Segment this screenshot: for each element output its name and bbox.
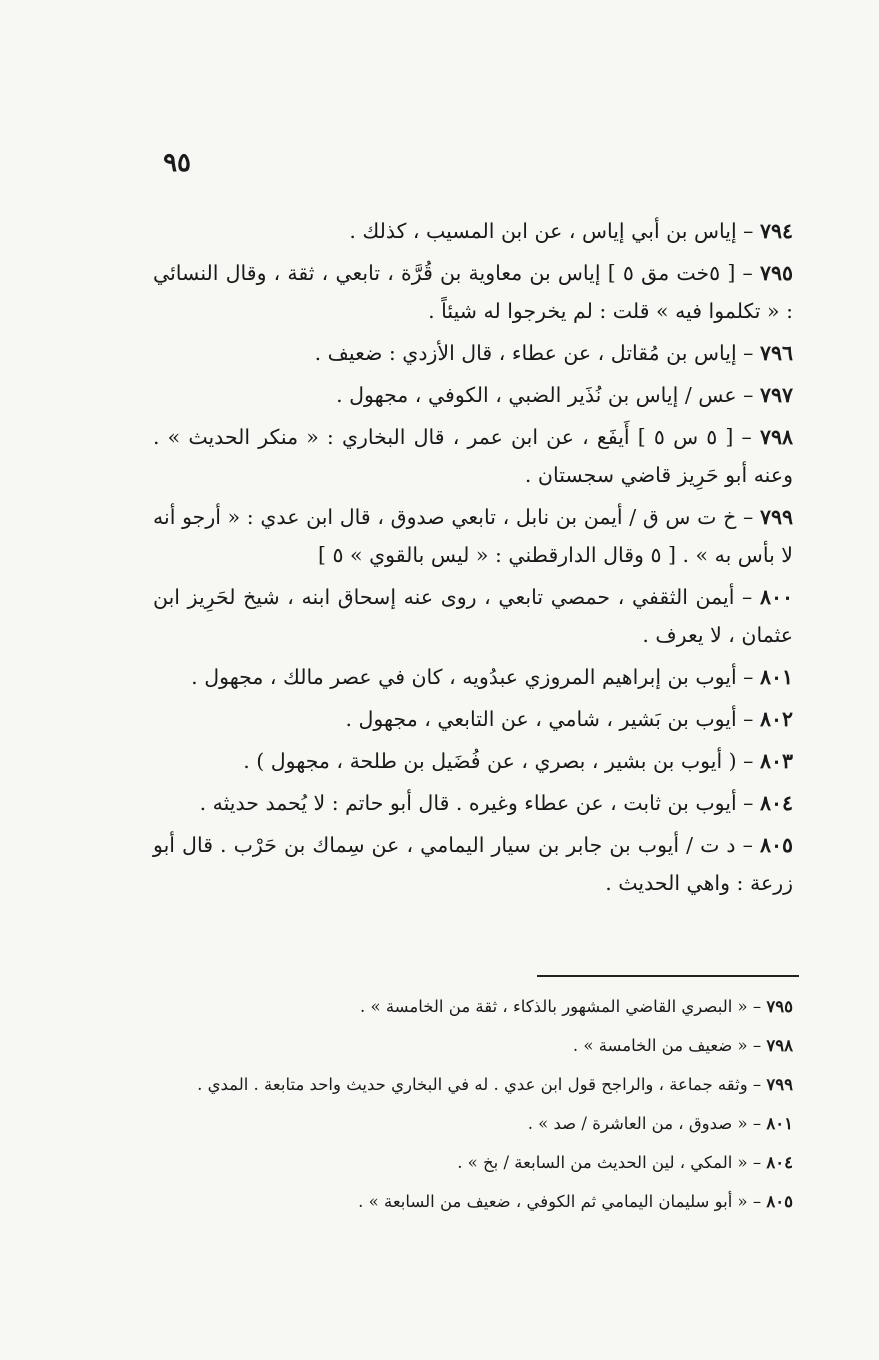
- entry-text: – إياس بن أبي إياس ، عن ابن المسيب ، كذلك .: [349, 219, 754, 243]
- footnote-801: [153, 1107, 793, 1140]
- entry-text: – أيمن الثقفي ، حمصي تابعي ، روى عنه إسحاق ابنه ، شيخ لحَرِيز ابن عثمان ، لا يعرف .: [153, 585, 793, 647]
- footnote-text: – « صدوق ، من العاشرة / صد » .: [527, 1114, 762, 1133]
- entry-text: – أيوب بن ثابت ، عن عطاء وغيره . قال أبو حاتم : لا يُحمد حديثه .: [199, 791, 754, 815]
- footnote-number: ٨٠٥: [766, 1192, 793, 1211]
- entry-number: ٨٠٥: [759, 833, 793, 857]
- footnote-text: – « البصري القاضي المشهور بالذكاء ، ثقة من الخامسة » .: [359, 997, 762, 1016]
- entry-number: ٧٩٤: [759, 219, 793, 243]
- footnote-number: ٧٩٩: [766, 1075, 793, 1094]
- footnote-text: – « أبو سليمان اليمامي ثم الكوفي ، ضعيف من السابعة » .: [358, 1192, 762, 1211]
- entry-number: ٧٩٨: [759, 425, 794, 449]
- entry-802: [153, 700, 793, 738]
- entry-803: [153, 742, 793, 780]
- entry-number: ٧٩٥: [759, 261, 793, 285]
- entry-801: [153, 658, 793, 696]
- footnote-text: – « المكي ، لين الحديث من السابعة / بخ » .: [457, 1153, 762, 1172]
- footnote-804: [153, 1146, 793, 1179]
- entry-number: ٧٩٦: [759, 341, 793, 365]
- footnote-text: – وثقه جماعة ، والراجح قول ابن عدي . له في البخاري حديث واحد متابعة . المدي .: [197, 1075, 762, 1094]
- entry-800: [153, 578, 793, 654]
- footnote-number: ٨٠١: [766, 1114, 793, 1133]
- entry-number: ٨٠١: [759, 665, 793, 689]
- entry-number: ٨٠٢: [759, 707, 793, 731]
- entry-text: – [ ٥ س ٥ ] أَيفَع ، عن ابن عمر ، قال البخاري : « منكر الحديث » . وعنه أبو حَرِيز قاضي سجستان .: [153, 425, 793, 487]
- footnote-798: [153, 1029, 793, 1062]
- entry-number: ٧٩٧: [759, 383, 793, 407]
- entry-796: [153, 334, 793, 372]
- entry-795: [153, 254, 793, 330]
- page-number: ٩٥: [163, 148, 191, 178]
- footnote-text: – « ضعيف من الخامسة » .: [572, 1036, 762, 1055]
- entries-list: [153, 212, 793, 906]
- footnote-799: [153, 1068, 793, 1101]
- entry-797: [153, 376, 793, 414]
- entry-number: ٨٠٣: [759, 749, 793, 773]
- entry-794: [153, 212, 793, 250]
- footnote-number: ٨٠٤: [766, 1153, 793, 1172]
- entry-805: [153, 826, 793, 902]
- entry-text: – [ ٥خت مق ٥ ] إياس بن معاوية بن قُرَّة ، تابعي ، ثقة ، وقال النسائي : « تكلموا فيه » قلت : لم يخرجوا له شيئاً .: [153, 261, 793, 323]
- entry-text: – عس / إياس بن نُذَير الضبي ، الكوفي ، مجهول .: [336, 383, 754, 407]
- footnote-divider: [537, 975, 799, 977]
- entry-number: ٨٠٠: [759, 585, 793, 609]
- entry-text: – إياس بن مُقاتل ، عن عطاء ، قال الأزدي : ضعيف .: [314, 341, 754, 365]
- entry-804: [153, 784, 793, 822]
- entry-text: – د ت / أيوب بن جابر بن سيار اليمامي ، عن سِماك بن حَرْب . قال أبو زرعة : واهي الحديث .: [153, 833, 793, 895]
- footnote-795: [153, 990, 793, 1023]
- entry-799: [153, 498, 793, 574]
- entry-text: – أيوب بن بَشير ، شامي ، عن التابعي ، مجهول .: [345, 707, 754, 731]
- entry-text: – خ ت س ق / أيمن بن نابل ، تابعي صدوق ، قال ابن عدي : « أرجو أنه لا بأس به » . [ ٥ وقال الدارقطني : « ليس بالقوي » ٥ ]: [153, 505, 793, 567]
- entry-text: – أيوب بن إبراهيم المروزي عبدُويه ، كان في عصر مالك ، مجهول .: [191, 665, 754, 689]
- footnote-number: ٧٩٨: [766, 1036, 793, 1055]
- footnote-805: [153, 1185, 793, 1218]
- footnotes-list: [153, 990, 793, 1224]
- footnote-number: ٧٩٥: [766, 997, 793, 1016]
- entry-798: [153, 418, 793, 494]
- entry-number: ٨٠٤: [759, 791, 793, 815]
- entry-number: ٧٩٩: [759, 505, 793, 529]
- entry-text: – ( أيوب بن بشير ، بصري ، عن فُضَيل بن طلحة ، مجهول ) .: [243, 749, 754, 773]
